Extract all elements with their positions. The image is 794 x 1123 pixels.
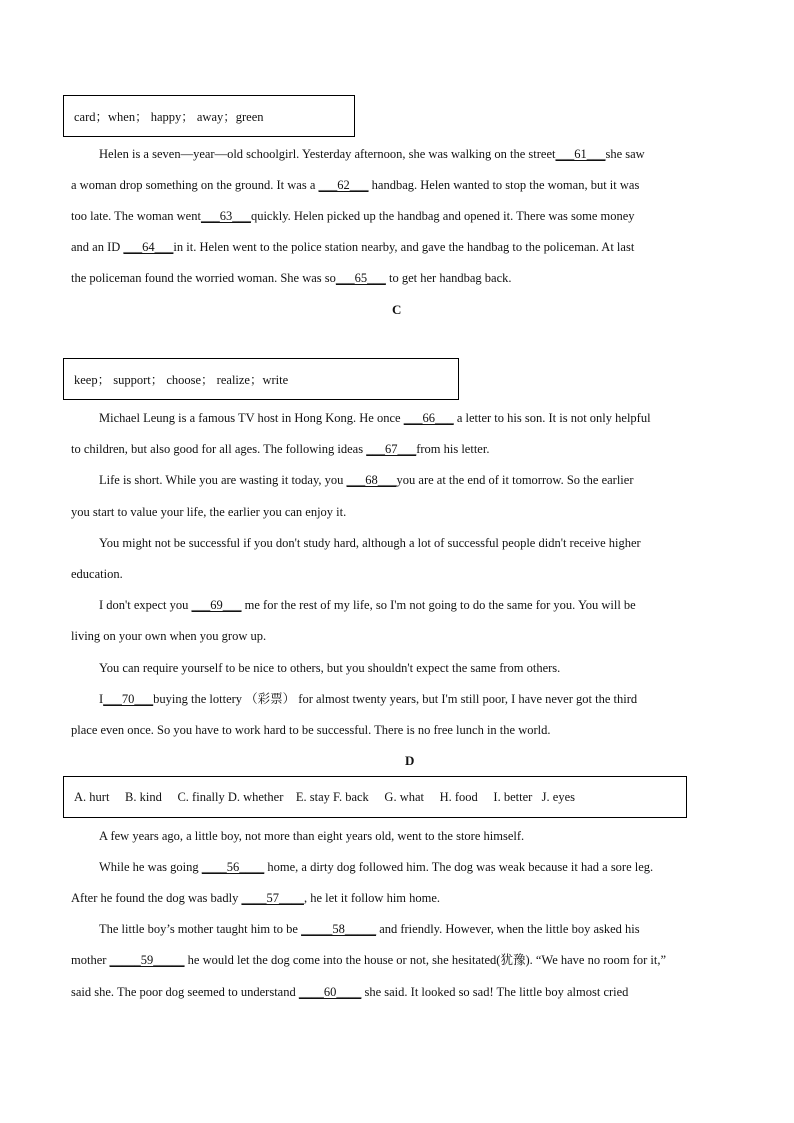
blank-66[interactable]: ___66___ (403, 411, 454, 425)
passage-line: mother _____59_____ he would let the dog come into the house or not, she hesitated(犹豫). “We have no room for it,” (71, 953, 667, 967)
passage-line: I___70___buying the lottery （彩票） for almost twenty years, but I'm still poor, I have never got the third (99, 692, 638, 706)
passage-line: said she. The poor dog seemed to understand ____60____ she said. It looked so sad! The little boy almost cried (71, 985, 629, 999)
blank-64[interactable]: ___64___ (123, 240, 174, 254)
passage-line: While he was going ____56____ home, a dirty dog followed him. The dog was weak because it had a sore leg. (99, 860, 654, 874)
blank-63[interactable]: ___63___ (200, 209, 251, 223)
blank-59[interactable]: _____59_____ (109, 953, 185, 967)
passage-line: Life is short. While you are wasting it today, you ___68___you are at the end of it tomorrow. So the earlier (99, 473, 634, 487)
blank-70[interactable]: ___70___ (103, 692, 154, 706)
word-bank-box-b (63, 95, 355, 137)
section-heading-d: D (405, 753, 415, 768)
passage-line: you start to value your life, the earlier you can enjoy it. (71, 505, 347, 519)
passage-line: a woman drop something on the ground. It was a ___62___ handbag. Helen wanted to stop the woman, but it was (71, 178, 640, 192)
passage-line: education. (71, 567, 123, 581)
blank-58[interactable]: _____58_____ (301, 922, 377, 936)
passage-line: Michael Leung is a famous TV host in Hong Kong. He once ___66___ a letter to his son. It is not only helpful (99, 411, 651, 425)
passage-line: I don't expect you ___69___ me for the rest of my life, so I'm not going to do the same for you. You will be (99, 598, 636, 612)
blank-69[interactable]: ___69___ (191, 598, 242, 612)
blank-61[interactable]: ___61___ (555, 147, 606, 161)
blank-67[interactable]: ___67___ (366, 442, 417, 456)
word-bank-text-c: keep； support； choose； realize；write (74, 373, 289, 387)
passage-line: Helen is a seven—year—old schoolgirl. Yesterday afternoon, she was walking on the street___61___she saw (99, 147, 645, 161)
blank-68[interactable]: ___68___ (346, 473, 397, 487)
passage-line: the policeman found the worried woman. She was so___65___ to get her handbag back. (71, 271, 512, 285)
passage-line: After he found the dog was badly ____57____, he let it follow him home. (71, 891, 441, 905)
blank-57[interactable]: ____57____ (241, 891, 304, 905)
blank-65[interactable]: ___65___ (335, 271, 386, 285)
passage-line: You might not be successful if you don't study hard, although a lot of successful people didn't receive higher (99, 536, 641, 550)
passage-line: A few years ago, a little boy, not more than eight years old, went to the store himself. (99, 829, 525, 843)
blank-62[interactable]: ___62___ (318, 178, 369, 192)
word-bank-box-d (63, 776, 687, 818)
word-bank-text-d: A. hurt B. kind C. finally D. whether E. stay F. back G. what H. food I. better J. eyes (74, 789, 576, 804)
word-bank-box-c (63, 358, 459, 400)
passage-line: and an ID ___64___in it. Helen went to the police station nearby, and gave the handbag to the policeman. At last (71, 240, 635, 254)
word-bank-text-b: card；when； happy； away；green (74, 110, 264, 124)
passage-line: The little boy’s mother taught him to be _____58_____ and friendly. However, when the little boy asked his (99, 922, 640, 936)
passage-line: You can require yourself to be nice to others, but you shouldn't expect the same from others. (99, 661, 561, 675)
section-heading-c: C (392, 302, 402, 317)
blank-60[interactable]: ____60____ (298, 985, 362, 999)
passage-line: too late. The woman went___63___quickly. Helen picked up the handbag and opened it. There was some money (71, 209, 635, 223)
blank-56[interactable]: ____56____ (201, 860, 265, 874)
passage-line: to children, but also good for all ages. The following ideas ___67___from his letter. (71, 442, 490, 456)
passage-line: place even once. So you have to work hard to be successful. There is no free lunch in the world. (71, 723, 551, 737)
passage-line: living on your own when you grow up. (71, 629, 267, 643)
